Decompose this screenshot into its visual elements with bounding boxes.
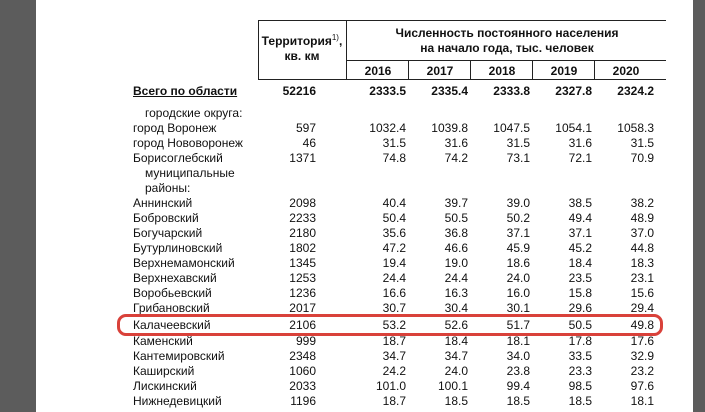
table-row bbox=[36, 196, 693, 211]
table-row bbox=[36, 394, 693, 409]
row-value-2017: 52.6 bbox=[444, 318, 468, 332]
row-value-2019: 31.6 bbox=[568, 136, 592, 150]
table-row bbox=[36, 349, 693, 364]
row-value-2018: 31.5 bbox=[506, 136, 530, 150]
row-value-2016: 40.4 bbox=[382, 196, 406, 210]
row-value-2017: 50.5 bbox=[444, 211, 468, 225]
row-territory: 597 bbox=[295, 121, 316, 135]
row-territory: 1345 bbox=[289, 256, 316, 270]
row-value-2017: 18.5 bbox=[444, 394, 468, 408]
row-value-2017: 19.0 bbox=[444, 256, 468, 270]
table-row bbox=[36, 286, 693, 301]
row-value-2016: 18.7 bbox=[382, 394, 406, 408]
row-value-2020: 37.0 bbox=[630, 226, 654, 240]
row-territory: 2098 bbox=[289, 196, 316, 210]
row-value-2020: 18.3 bbox=[630, 256, 654, 270]
row-territory: 2017 bbox=[289, 301, 316, 315]
population-header-line1: Численность постоянного населения bbox=[395, 26, 619, 40]
row-value-2017: 46.6 bbox=[444, 241, 468, 255]
row-value-2016: 30.7 bbox=[382, 301, 406, 315]
subheading-municipal-1 bbox=[36, 166, 693, 181]
row-value-2019: 98.5 bbox=[568, 379, 592, 393]
row-value-2019: 37.1 bbox=[568, 226, 592, 240]
row-value-2019: 45.2 bbox=[568, 241, 592, 255]
row-value-2016: 31.5 bbox=[382, 136, 406, 150]
row-value-2019: 33.5 bbox=[568, 349, 592, 363]
row-value-2016: 2333.5 bbox=[369, 84, 406, 98]
row-value-2020: 2324.2 bbox=[617, 84, 654, 98]
row-value-2018: 73.1 bbox=[506, 151, 530, 165]
row-value-2020: 29.4 bbox=[630, 301, 654, 315]
table-row bbox=[36, 121, 693, 136]
row-value-2018: 23.8 bbox=[506, 364, 530, 378]
row-territory: 2180 bbox=[289, 226, 316, 240]
population-header bbox=[348, 26, 666, 56]
row-value-2019: 1054.1 bbox=[555, 121, 592, 135]
row-name: город Нововоронеж bbox=[133, 136, 243, 150]
territory-header-comma: , bbox=[338, 34, 343, 48]
row-value-2017: 36.8 bbox=[444, 226, 468, 240]
row-value-2017: 100.1 bbox=[437, 379, 468, 393]
row-value-2018: 18.6 bbox=[506, 256, 530, 270]
row-name: Борисоглебский bbox=[133, 151, 223, 165]
row-name: Верхнемамонский bbox=[133, 256, 235, 270]
row-name: Бобровский bbox=[133, 211, 199, 225]
row-value-2017: 74.2 bbox=[444, 151, 468, 165]
row-value-2018: 18.5 bbox=[506, 394, 530, 408]
row-name: Бутурлиновский bbox=[133, 241, 223, 255]
row-territory: 2348 bbox=[289, 349, 316, 363]
row-value-2016: 1032.4 bbox=[369, 121, 406, 135]
row-value-2017: 31.6 bbox=[444, 136, 468, 150]
row-value-2019: 29.6 bbox=[568, 301, 592, 315]
row-name: Всего по области bbox=[133, 84, 238, 98]
row-value-2018: 50.2 bbox=[506, 211, 530, 225]
subheading-municipal-2 bbox=[36, 181, 693, 196]
row-value-2020: 48.9 bbox=[630, 211, 654, 225]
header-years-rule bbox=[346, 60, 666, 61]
table-row-total bbox=[36, 84, 693, 99]
row-territory: 2106 bbox=[289, 318, 316, 332]
row-value-2017: 39.7 bbox=[444, 196, 468, 210]
row-value-2020: 44.8 bbox=[630, 241, 654, 255]
row-value-2020: 23.2 bbox=[630, 364, 654, 378]
table-row bbox=[36, 256, 693, 271]
row-value-2016: 35.6 bbox=[382, 226, 406, 240]
territory-header bbox=[258, 30, 346, 64]
row-name: город Воронеж bbox=[133, 121, 217, 135]
row-territory: 52216 bbox=[282, 84, 316, 98]
row-value-2019: 23.5 bbox=[568, 271, 592, 285]
table-row bbox=[36, 226, 693, 241]
table-row bbox=[36, 334, 693, 349]
row-value-2018: 2333.8 bbox=[493, 84, 530, 98]
year-header-2020: 2020 bbox=[612, 64, 640, 78]
row-value-2019: 38.5 bbox=[568, 196, 592, 210]
row-value-2018: 30.1 bbox=[506, 301, 530, 315]
row-value-2018: 34.0 bbox=[506, 349, 530, 363]
row-value-2020: 18.1 bbox=[630, 394, 654, 408]
subheading-municipal-label-1: муниципальные bbox=[145, 166, 235, 180]
row-value-2018: 16.0 bbox=[506, 286, 530, 300]
row-value-2020: 17.6 bbox=[630, 334, 654, 348]
territory-header-label: Территория bbox=[261, 34, 332, 48]
row-value-2016: 18.7 bbox=[382, 334, 406, 348]
year-header-2016: 2016 bbox=[364, 64, 392, 78]
viewer-right-scrollbar[interactable] bbox=[693, 0, 705, 412]
row-value-2017: 24.0 bbox=[444, 364, 468, 378]
row-value-2017: 30.4 bbox=[444, 301, 468, 315]
row-value-2018: 18.1 bbox=[506, 334, 530, 348]
row-territory: 1371 bbox=[289, 151, 316, 165]
row-value-2017: 1039.8 bbox=[431, 121, 468, 135]
table-row bbox=[36, 211, 693, 226]
row-value-2016: 24.2 bbox=[382, 364, 406, 378]
row-value-2016: 24.4 bbox=[382, 271, 406, 285]
row-name: Воробьевский bbox=[133, 286, 212, 300]
row-value-2017: 24.4 bbox=[444, 271, 468, 285]
row-territory: 1196 bbox=[290, 394, 316, 408]
row-value-2019: 50.5 bbox=[568, 318, 592, 332]
table-row bbox=[36, 301, 693, 316]
table-row bbox=[36, 271, 693, 286]
row-value-2019: 17.8 bbox=[568, 334, 592, 348]
row-name: Калачеевский bbox=[133, 318, 211, 332]
row-value-2020: 38.2 bbox=[630, 196, 654, 210]
row-value-2017: 2335.4 bbox=[431, 84, 468, 98]
year-header-2019: 2019 bbox=[550, 64, 578, 78]
row-value-2020: 49.8 bbox=[630, 318, 654, 332]
table-row bbox=[36, 241, 693, 256]
row-value-2019: 18.4 bbox=[568, 256, 592, 270]
row-value-2018: 37.1 bbox=[506, 226, 530, 240]
row-name: Лискинский bbox=[133, 379, 197, 393]
row-name: Аннинский bbox=[133, 196, 193, 210]
row-value-2019: 2327.8 bbox=[555, 84, 592, 98]
row-value-2019: 23.3 bbox=[568, 364, 592, 378]
row-name: Богучарский bbox=[133, 226, 203, 240]
row-value-2019: 15.8 bbox=[568, 286, 592, 300]
row-name: Верхнехавский bbox=[133, 271, 217, 285]
territory-header-unit: кв. км bbox=[284, 49, 320, 63]
row-value-2020: 31.5 bbox=[630, 136, 654, 150]
row-name: Кантемировский bbox=[133, 349, 225, 363]
row-name: Нижнедевицкий bbox=[133, 394, 222, 408]
table-row bbox=[36, 364, 693, 379]
row-value-2020: 15.6 bbox=[630, 286, 654, 300]
row-value-2016: 47.2 bbox=[382, 241, 406, 255]
row-territory: 2033 bbox=[289, 379, 316, 393]
row-value-2019: 72.1 bbox=[568, 151, 592, 165]
row-value-2020: 97.6 bbox=[630, 379, 654, 393]
row-value-2019: 18.5 bbox=[568, 394, 592, 408]
row-territory: 1802 bbox=[289, 241, 316, 255]
table-row bbox=[36, 379, 693, 394]
year-header-2018: 2018 bbox=[488, 64, 516, 78]
row-value-2020: 70.9 bbox=[630, 151, 654, 165]
row-value-2018: 1047.5 bbox=[493, 121, 530, 135]
row-name: Грибановский bbox=[133, 301, 210, 315]
row-value-2020: 1058.3 bbox=[617, 121, 654, 135]
header-top-rule bbox=[258, 20, 666, 21]
row-value-2016: 34.7 bbox=[382, 349, 406, 363]
row-value-2017: 16.3 bbox=[444, 286, 468, 300]
row-value-2016: 101.0 bbox=[375, 379, 406, 393]
row-value-2019: 49.4 bbox=[568, 211, 592, 225]
row-value-2018: 51.7 bbox=[506, 318, 530, 332]
table-row bbox=[36, 151, 693, 166]
row-value-2017: 34.7 bbox=[444, 349, 468, 363]
row-value-2020: 32.9 bbox=[630, 349, 654, 363]
row-territory: 1236 bbox=[289, 286, 316, 300]
row-value-2016: 16.6 bbox=[382, 286, 406, 300]
row-value-2016: 53.2 bbox=[382, 318, 406, 332]
row-territory: 1253 bbox=[289, 271, 316, 285]
row-value-2020: 23.1 bbox=[630, 271, 654, 285]
row-value-2018: 45.9 bbox=[506, 241, 530, 255]
header-bottom-rule bbox=[258, 79, 666, 80]
year-header-2017: 2017 bbox=[426, 64, 454, 78]
row-value-2018: 99.4 bbox=[506, 379, 530, 393]
document-page bbox=[36, 0, 693, 412]
table-row bbox=[36, 136, 693, 151]
row-name: Каширский bbox=[133, 364, 195, 378]
subheading-urban bbox=[36, 106, 693, 121]
row-value-2016: 74.8 bbox=[382, 151, 406, 165]
row-territory: 1060 bbox=[289, 364, 316, 378]
subheading-municipal-label-2: районы: bbox=[145, 181, 191, 195]
territory-footnote-mark: 1) bbox=[331, 33, 339, 42]
population-header-line2: на начало года, тыс. человек bbox=[420, 41, 594, 55]
row-value-2016: 50.4 bbox=[382, 211, 406, 225]
row-territory: 2233 bbox=[289, 211, 316, 225]
row-name: Каменский bbox=[133, 334, 193, 348]
subheading-urban-label: городские округа: bbox=[145, 106, 243, 120]
row-territory: 999 bbox=[295, 334, 316, 348]
row-value-2018: 39.0 bbox=[506, 196, 530, 210]
row-territory: 46 bbox=[302, 136, 316, 150]
row-value-2018: 24.0 bbox=[506, 271, 530, 285]
row-value-2017: 18.4 bbox=[444, 334, 468, 348]
row-value-2016: 19.4 bbox=[382, 256, 406, 270]
table-row-highlighted bbox=[36, 318, 693, 333]
viewer-left-margin bbox=[0, 0, 36, 412]
